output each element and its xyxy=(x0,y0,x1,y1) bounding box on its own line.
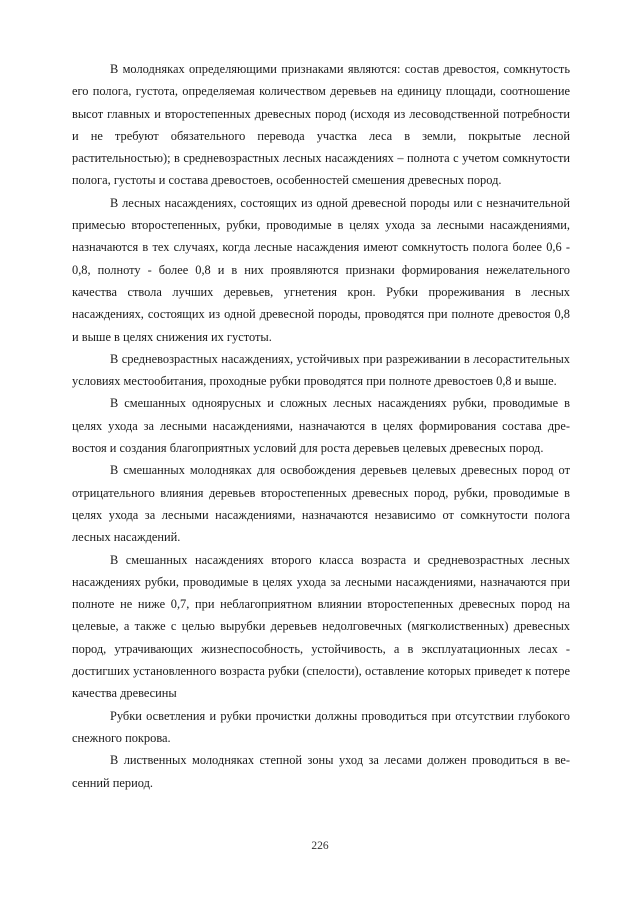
page-body xyxy=(72,58,570,794)
paragraph-5: В смешанных молодняках для освобождения деревьев целевых древесных пород от отрицательного влияния деревьев второстепенных древесных пород, рубки, проводимые в целях ухода за лесными насаждениями, назначаются независимо от сомкнутости полога лесных насаждений. xyxy=(72,463,570,545)
paragraph-7: Рубки осветления и рубки прочистки должны проводиться при отсутствии глубокого снежного покрова. xyxy=(72,708,570,745)
paragraph-8: В лиственных молодняках степной зоны уход за лесами должен проводиться в весенний период. xyxy=(72,753,570,790)
paragraph-2: В лесных насаждениях, состоящих из одной древесной породы или с незначительной примесью второстепенных, рубки, проводимые в целях ухода за лесными насаждениями, назначаются в тех случаях, когда лесные насаждения имеют сомкнутость полога более 0,6 - 0,8, полноту - более 0,8 и в них проявляются признаки формирования нежелательного качества ствола лучших деревьев, угнетения крон. Рубки прореживания в лесных насаждениях, состоящих из одной древесной породы, проводятся при полноте древостоя 0,8 и выше в целях снижения их густоты. xyxy=(72,195,570,344)
paragraph-4: В смешанных одноярусных и сложных лесных насаждениях рубки, проводимые в целях ухода за лесными насаждениями, назначаются в целях формирования состава древостоя и создания благоприятных условий для роста деревьев целевых древесных пород. xyxy=(72,396,570,456)
page-number: 226 xyxy=(311,840,329,852)
paragraph-6: В смешанных насаждениях второго класса возраста и средневозрастных лесных насаждениях рубки, проводимые в целях ухода за лесными насаждениями, назначаются при полноте не ниже 0,7, при неблагоприятном влиянии второстепенных древесных пород на целевые, а также с целью вырубки деревьев недолговечных (мягколиственных) древесных пород, утрачивающих жизнеспособность, устойчивость, а в эксплуатационных лесах - достигших установленного возраста рубки (спелости), оставление которых приведет к потере качества древесины xyxy=(72,552,570,701)
paragraph-3: В средневозрастных насаждениях, устойчивых при разреживании в лесорастительных условиях местообитания, проходные рубки проводятся при полноте древостоев 0,8 и выше. xyxy=(72,351,570,389)
paragraph-1: В молодняках определяющими признаками являются: состав древостоя, сомкнутость его полога, густота, определяемая количеством деревьев на единицу площади, соотношение высот главных и второстепенных древесных пород (исходя из лесоводственной потребности и не требуют обязательного перевода участка леса в земли, покрытые лесной растительностью); в средневозрастных лесных насаждениях – полнота с учетом сомкнутости полога, густоты и состава древостоев, особенностей смешения древесных пород. xyxy=(72,62,570,188)
